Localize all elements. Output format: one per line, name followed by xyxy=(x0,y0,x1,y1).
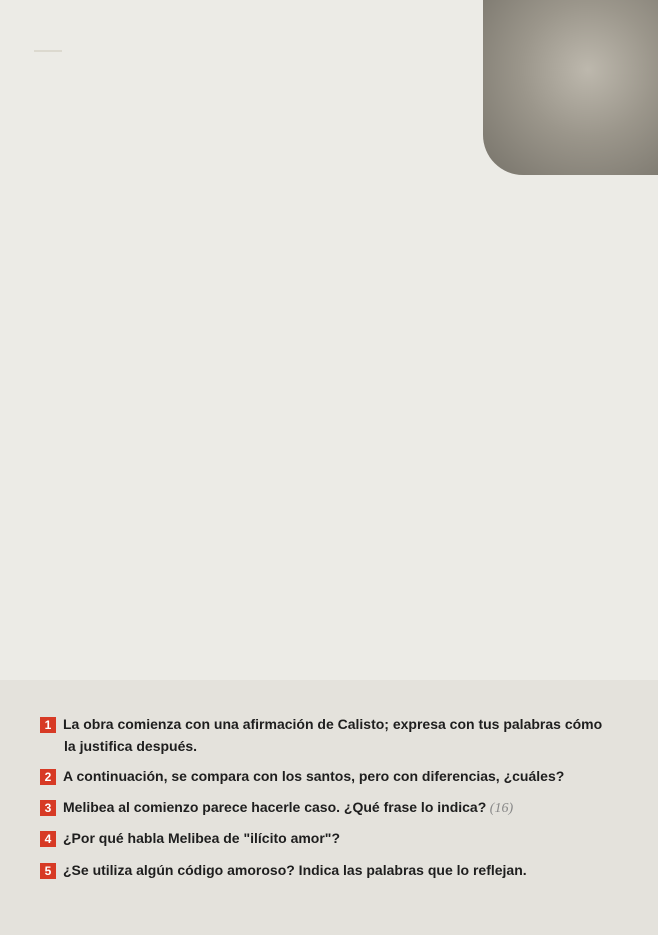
question-item xyxy=(40,768,564,785)
melibea-statue-image xyxy=(483,0,658,175)
handwritten-mark: (16) xyxy=(486,801,514,816)
question-item xyxy=(64,738,197,754)
question-text: La obra comienza con una afirmación de Calisto; expresa con tus palabras cómo xyxy=(63,716,603,732)
question-item xyxy=(40,830,340,847)
question-item xyxy=(40,716,602,733)
section-badge xyxy=(34,50,62,52)
question-item xyxy=(40,799,513,817)
question-number-badge: 1 xyxy=(40,717,56,733)
question-number-badge: 5 xyxy=(40,863,56,879)
question-number-badge: 4 xyxy=(40,831,56,847)
question-text: ¿Por qué habla Melibea de "ilícito amor"? xyxy=(63,830,340,846)
question-item xyxy=(40,862,527,879)
question-text: A continuación, se compara con los santos, pero con diferencias, ¿cuáles? xyxy=(63,768,565,784)
question-number-badge: 3 xyxy=(40,800,56,816)
question-number-badge: 2 xyxy=(40,769,56,785)
question-text: Melibea al comienzo parece hacerle caso. ¿Qué frase lo indica? xyxy=(63,799,487,815)
question-text: ¿Se utiliza algún código amoroso? Indica las palabras que lo reflejan. xyxy=(63,862,527,878)
question-text: la justifica después. xyxy=(64,738,198,754)
